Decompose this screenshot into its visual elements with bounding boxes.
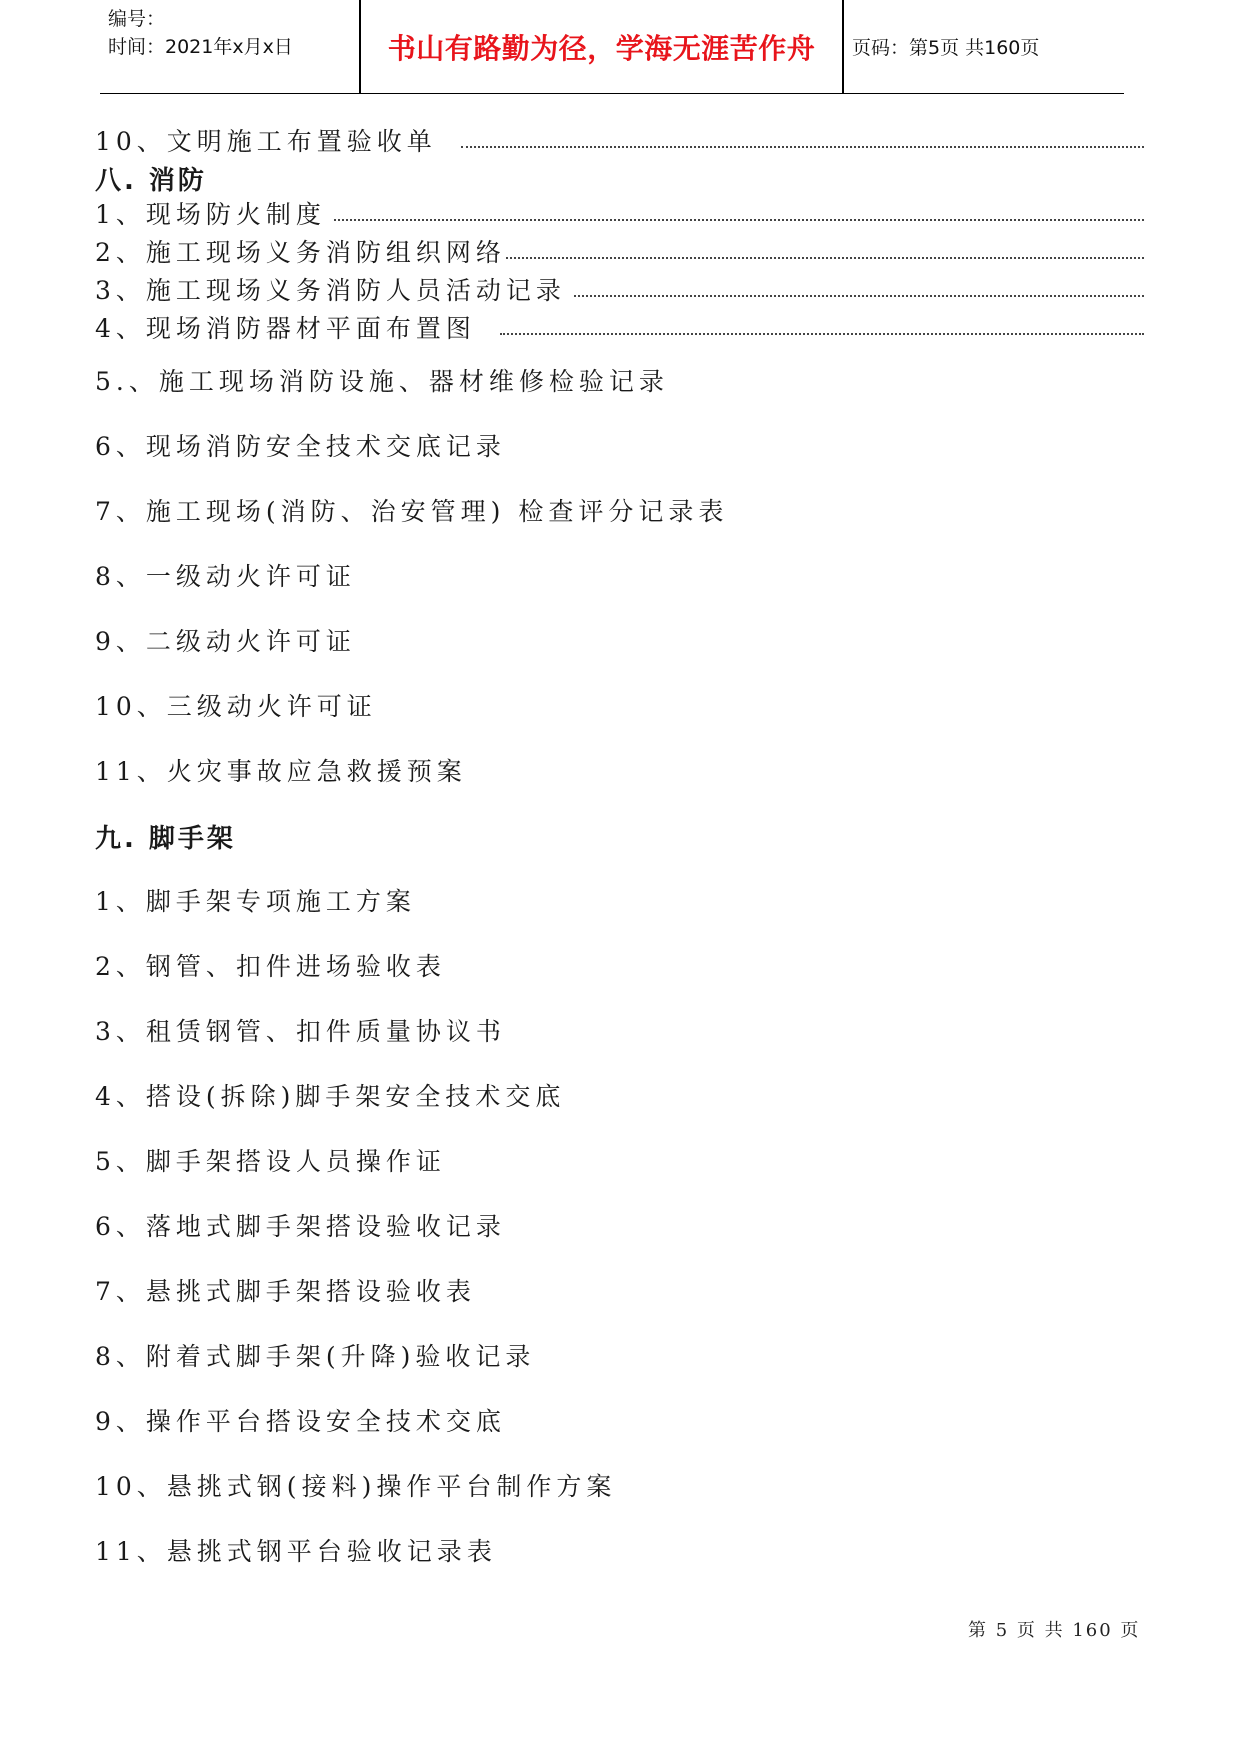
toc-item-label: 9、二级动火许可证 bbox=[95, 627, 356, 656]
toc-item-label: 6、现场消防安全技术交底记录 bbox=[95, 432, 506, 461]
dot-leader bbox=[574, 295, 1144, 297]
toc-item bbox=[95, 309, 1144, 345]
toc-item-label: 3、施工现场义务消防人员活动记录 bbox=[95, 276, 566, 305]
toc-item bbox=[95, 1012, 1144, 1048]
toc-item-label: 7、悬挑式脚手架搭设验收表 bbox=[95, 1277, 476, 1306]
toc-item-label: 7、施工现场(消防、治安管理) 检查评分记录表 bbox=[95, 497, 729, 526]
toc-item-label: 6、落地式脚手架搭设验收记录 bbox=[95, 1212, 506, 1241]
toc-item bbox=[95, 195, 1144, 231]
toc-item bbox=[95, 557, 1144, 593]
toc-item-label: 10、三级动火许可证 bbox=[95, 692, 377, 721]
page-footer: 第 5 页 共 160 页 bbox=[968, 1620, 1141, 1641]
toc-item-label: 9、操作平台搭设安全技术交底 bbox=[95, 1407, 506, 1436]
toc-item-label: 10、悬挑式钢(接料)操作平台制作方案 bbox=[95, 1472, 617, 1501]
dot-leader bbox=[334, 219, 1144, 221]
toc-item-label: 1、现场防火制度 bbox=[95, 200, 326, 229]
toc-item bbox=[95, 1272, 1144, 1308]
toc-item bbox=[95, 1532, 1144, 1568]
toc-item-label: 3、租赁钢管、扣件质量协议书 bbox=[95, 1017, 506, 1046]
toc-item-label: 2、施工现场义务消防组织网络 bbox=[95, 238, 506, 267]
toc-item bbox=[95, 1207, 1144, 1243]
dot-leader bbox=[506, 257, 1144, 259]
toc-item bbox=[95, 122, 1144, 158]
toc-item bbox=[95, 1077, 1144, 1113]
toc-item-label: 10、文明施工布置验收单 bbox=[95, 127, 437, 156]
toc-item-label: 11、火灾事故应急救援预案 bbox=[95, 757, 467, 786]
toc-item-label: 8、附着式脚手架(升降)验收记录 bbox=[95, 1342, 536, 1371]
toc-item bbox=[95, 752, 1144, 788]
toc-item-label: 11、悬挑式钢平台验收记录表 bbox=[95, 1537, 497, 1566]
toc-item bbox=[95, 1142, 1144, 1178]
header-divider bbox=[842, 0, 844, 93]
toc-item-label: 4、现场消防器材平面布置图 bbox=[95, 314, 476, 343]
toc-item bbox=[95, 492, 1144, 528]
page-header bbox=[100, 0, 1124, 94]
toc-item bbox=[95, 1467, 1144, 1503]
header-meta bbox=[100, 0, 359, 93]
serial-label: 编号： bbox=[108, 8, 166, 30]
toc-item bbox=[95, 622, 1144, 658]
toc-item bbox=[95, 271, 1144, 307]
dot-leader bbox=[461, 146, 1144, 148]
toc-item bbox=[95, 1337, 1144, 1373]
dot-leader bbox=[500, 333, 1144, 335]
toc-item-label: 5.、施工现场消防设施、器材维修检验记录 bbox=[95, 367, 669, 396]
toc-item bbox=[95, 233, 1144, 269]
header-page-info: 页码：第5页 共160页 bbox=[852, 37, 1040, 59]
toc-item bbox=[95, 947, 1144, 983]
toc-item bbox=[95, 362, 1144, 398]
toc-item-label: 2、钢管、扣件进场验收表 bbox=[95, 952, 446, 981]
toc-item bbox=[95, 1402, 1144, 1438]
section-title-scaffold: 九. 脚手架 bbox=[95, 824, 236, 854]
toc-item bbox=[95, 427, 1144, 463]
toc-item bbox=[95, 882, 1144, 918]
toc-item bbox=[95, 687, 1144, 723]
section-title-fire: 八. 消防 bbox=[95, 166, 207, 196]
toc-item-label: 5、脚手架搭设人员操作证 bbox=[95, 1147, 446, 1176]
time-label: 时间：2021年x月x日 bbox=[108, 36, 293, 58]
header-motto: 书山有路勤为径，学海无涯苦作舟 bbox=[387, 31, 816, 65]
toc-item-label: 8、一级动火许可证 bbox=[95, 562, 356, 591]
toc-item-label: 1、脚手架专项施工方案 bbox=[95, 887, 416, 916]
toc-item-label: 4、搭设(拆除)脚手架安全技术交底 bbox=[95, 1082, 566, 1111]
